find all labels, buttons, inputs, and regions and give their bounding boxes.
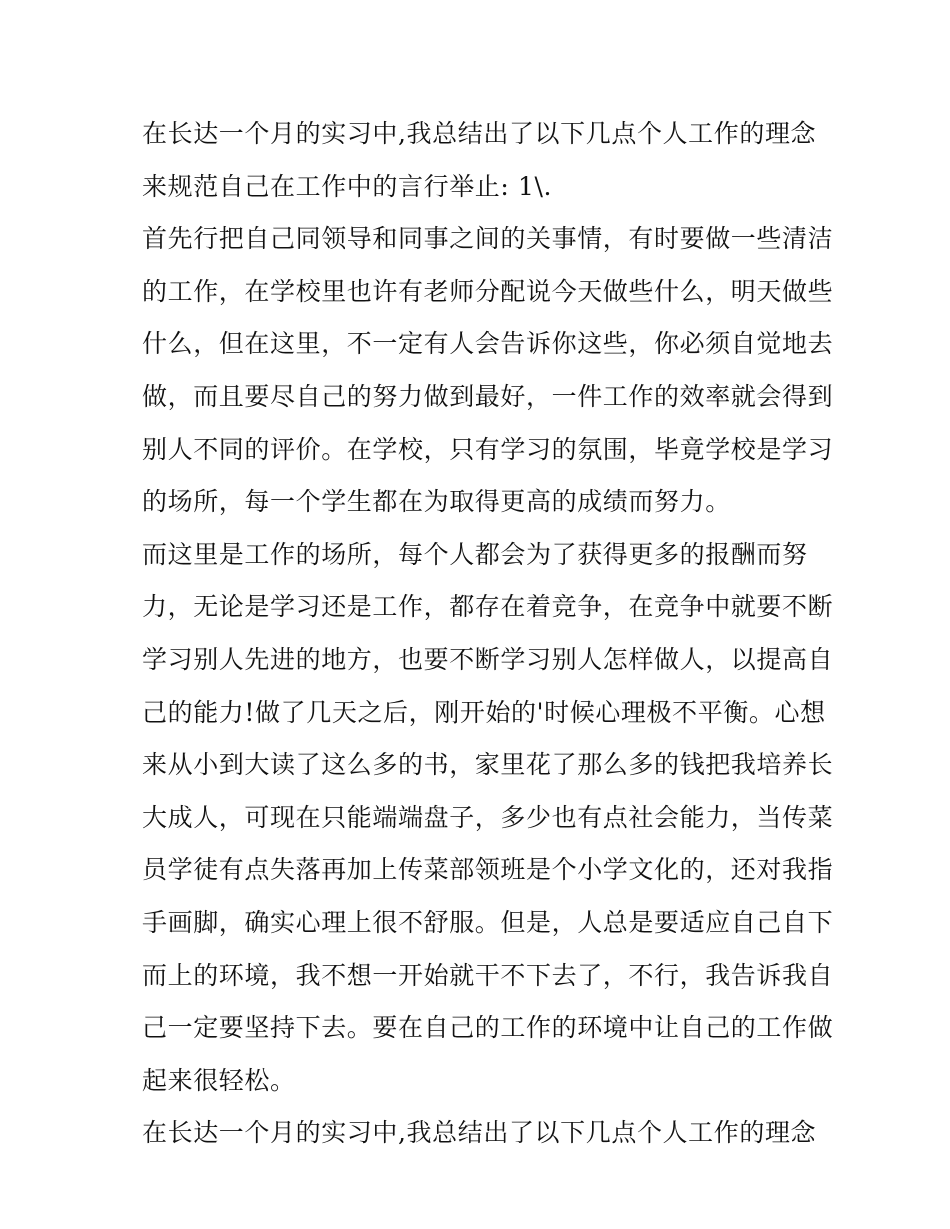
text-line-16: 手画脚，确实心理上很不舒服。但是，人总是要适应自己自下 [142, 907, 834, 937]
text-line-12: 己的能力!做了几天之后，刚开始的'时候心理极不平衡。心想 [142, 697, 826, 727]
text-line-7: 别人不同的评价。在学校，只有学习的氛围，毕竟学校是学习 [142, 434, 834, 464]
text-line-20: 在长达一个月的实习中,我总结出了以下几点个人工作的理念 [142, 1118, 817, 1148]
text-line-5: 什么，但在这里，不一定有人会告诉你这些，你必须自觉地去 [142, 329, 834, 359]
text-line-11: 学习别人先进的地方，也要不断学习别人怎样做人，以提高自 [142, 644, 834, 674]
text-line-3: 首先行把自己同领导和同事之间的关事情，有时要做一些清洁 [142, 224, 834, 254]
text-line-19: 起来很轻松。 [142, 1065, 296, 1095]
text-line-10: 力，无论是学习还是工作，都存在着竞争，在竞争中就要不断 [142, 592, 834, 622]
text-line-14: 大成人，可现在只能端端盘子，多少也有点社会能力，当传菜 [142, 802, 834, 832]
text-line-4: 的工作，在学校里也许有老师分配说今天做些什么，明天做些 [142, 276, 834, 306]
document-body [142, 108, 834, 1160]
text-line-18: 己一定要坚持下去。要在自己的工作的环境中让自己的工作做 [142, 1013, 834, 1043]
text-line-15: 员学徒有点失落再加上传菜部领班是个小学文化的，还对我指 [142, 855, 834, 885]
text-line-13: 来从小到大读了这么多的书，家里花了那么多的钱把我培养长 [142, 750, 834, 780]
text-line-9: 而这里是工作的场所，每个人都会为了获得更多的报酬而努 [142, 539, 808, 569]
text-line-2: 来规范自己在工作中的言行举止: 1\. [142, 171, 553, 201]
text-line-1: 在长达一个月的实习中,我总结出了以下几点个人工作的理念 [142, 119, 817, 148]
text-line-17: 而上的环境，我不想一开始就干不下去了，不行，我告诉我自 [142, 960, 834, 990]
text-line-6: 做，而且要尽自己的努力做到最好，一件工作的效率就会得到 [142, 381, 834, 411]
text-line-8: 的场所，每一个学生都在为取得更高的成绩而努力。 [142, 487, 731, 517]
